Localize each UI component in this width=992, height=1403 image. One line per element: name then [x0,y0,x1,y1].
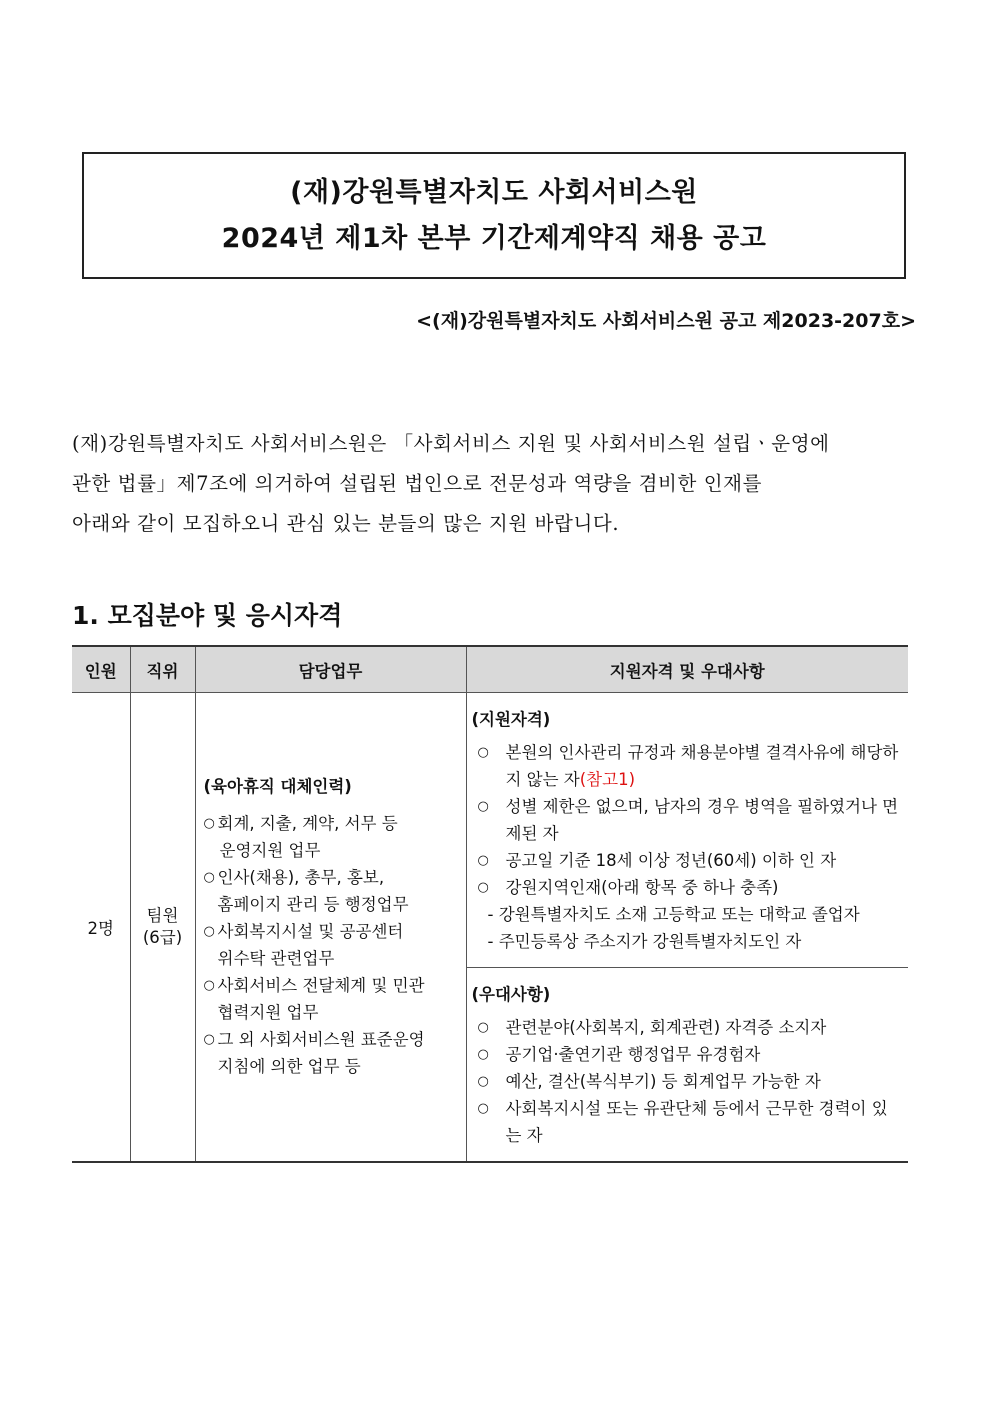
list-item: ○ 사회복지시설 또는 유관단체 등에서 근무한 경력이 있는 자 [472,1095,903,1149]
header-duties: 담당업무 [195,646,466,693]
reference-note: (참고1) [579,770,636,789]
list-item: ○ 본원의 인사관리 규정과 채용분야별 결격사유에 해당하지 않는 자(참고1) [472,739,903,793]
list-item: ○ 관련분야(사회복지, 회계관련) 자격증 소지자 [472,1014,903,1041]
list-item: ○ 사회복지시설 및 공공센터 위수탁 관련업무 [204,918,460,972]
bullet-icon: ○ [477,799,489,814]
preferences-heading: (우대사항) [471,985,551,1004]
title-box [82,152,906,279]
list-item: ○ 강원지역인재(아래 항목 중 하나 충족) [472,874,903,901]
list-item: ○ 예산, 결산(복식부기) 등 회계업무 가능한 자 [472,1068,903,1095]
header-qualifications: 지원자격 및 우대사항 [466,646,908,693]
bullet-icon: ○ [203,870,215,885]
eligibility-block [467,693,909,968]
list-item: ○ 그 외 사회서비스원 표준운영 지침에 의한 업무 등 [204,1026,460,1080]
list-item: ○ 성별 제한은 없으며, 남자의 경우 병역을 필하였거나 면제된 자 [472,793,903,847]
header-headcount: 인원 [72,646,130,693]
bullet-icon: ○ [203,978,215,993]
list-item: ○ 공고일 기준 18세 이상 정년(60세) 이하 인 자 [472,847,903,874]
header-position: 직위 [130,646,195,693]
list-item: ○ 공기업·출연기관 행정업무 유경험자 [472,1041,903,1068]
bullet-icon: ○ [203,1032,215,1047]
intro-line: 아래와 같이 모집하오니 관심 있는 분들의 많은 지원 바랍니다. [72,512,620,535]
list-item: ○ 사회서비스 전달체계 및 민관 협력지원 업무 [204,972,460,1026]
position-grade: (6급) [142,928,183,947]
bullet-icon: ○ [477,1047,489,1062]
title-line-2: 2024년 제1차 본부 기간제계약직 채용 공고 [221,222,767,254]
title-line-1: (재)강원특별자치도 사회서비스원 [290,176,698,208]
list-item: ○ 회계, 지출, 계약, 서무 등 운영지원 업무 [204,810,460,864]
sub-item: - 강원특별자치도 소재 고등학교 또는 대학교 졸업자 [487,905,860,924]
eligibility-heading: (지원자격) [471,710,551,729]
qualifications-cell [466,693,908,1163]
intro-line: 관한 법률」제7조에 의거하여 설립된 법인으로 전문성과 역량을 겸비한 인재를 [72,472,763,495]
list-item: ○ 인사(채용), 총무, 홍보, 홈페이지 관리 등 행정업무 [204,864,460,918]
duties-heading: (육아휴직 대체인력) [203,777,352,796]
duties-cell [195,693,466,1163]
position-title: 팀원 [146,906,179,925]
bullet-icon: ○ [477,880,489,895]
intro-line: (재)강원특별자치도 사회서비스원은 「사회서비스 지원 및 사회서비스원 설립ㆍ운영에 [72,432,830,455]
bullet-icon: ○ [477,1074,489,1089]
table-header-row [72,646,908,693]
position-cell [130,693,195,1163]
preferences-block [467,968,909,1161]
headcount-cell: 2명 [72,693,130,1163]
bullet-icon: ○ [477,853,489,868]
bullet-icon: ○ [477,745,489,760]
bullet-icon: ○ [477,1020,489,1035]
bullet-icon: ○ [203,924,215,939]
intro-paragraph [72,424,908,544]
notice-number: <(재)강원특별자치도 사회서비스원 공고 제2023-207호> [416,310,916,332]
recruitment-table [72,645,908,1163]
section-heading: 1. 모집분야 및 응시자격 [72,601,343,630]
bullet-icon: ○ [203,816,215,831]
table-row [72,693,908,1163]
bullet-icon: ○ [477,1101,489,1116]
sub-item: - 주민등록상 주소지가 강원특별자치도인 자 [487,932,802,951]
